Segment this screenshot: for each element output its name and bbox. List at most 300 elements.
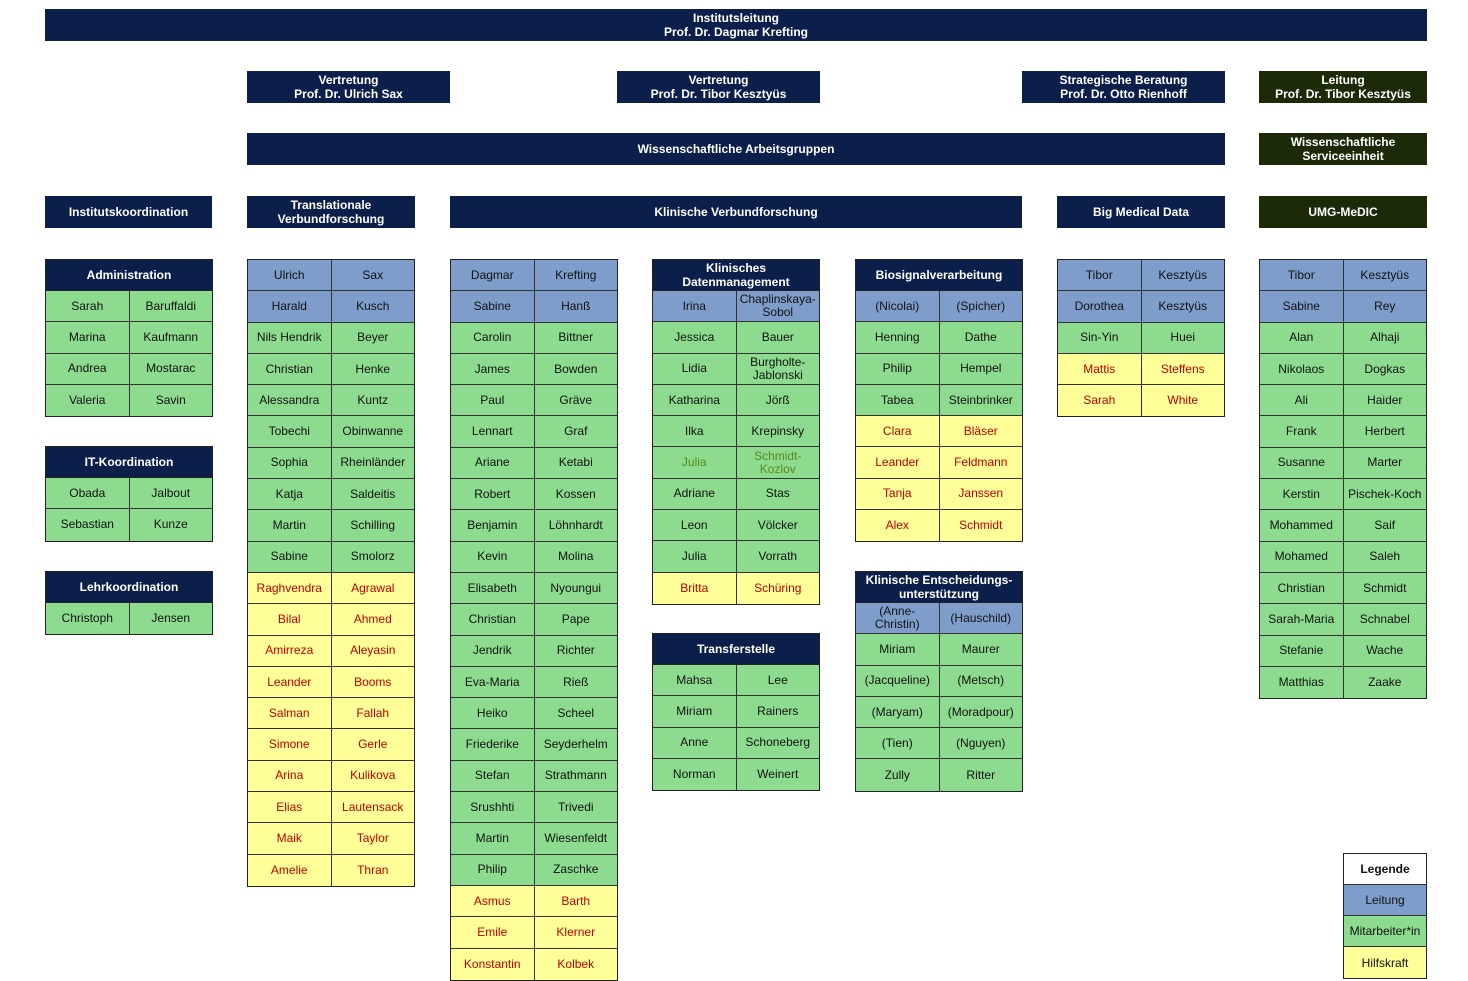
last-name-cell: Huei bbox=[1141, 323, 1225, 353]
last-name-cell: Kusch bbox=[331, 291, 415, 321]
first-name-cell: Jendrik bbox=[451, 636, 534, 666]
last-name-cell: Bittner bbox=[534, 323, 618, 353]
klinische-verbundforschung-team-table bbox=[450, 259, 618, 981]
person-row bbox=[1260, 260, 1426, 291]
first-name-cell: (Anne-Christin) bbox=[856, 603, 939, 633]
last-name-cell: Löhnhardt bbox=[534, 510, 618, 540]
transferstelle-table bbox=[652, 633, 820, 791]
group-title bbox=[856, 572, 1022, 603]
last-name-cell: Fallah bbox=[331, 698, 415, 728]
person-row bbox=[451, 479, 617, 510]
person-row bbox=[856, 322, 1022, 353]
last-name-cell: Booms bbox=[331, 667, 415, 697]
first-name-cell: Carolin bbox=[451, 323, 534, 353]
vertretung-name: Prof. Dr. Tibor Kesztyüs bbox=[650, 87, 787, 101]
person-row bbox=[248, 510, 414, 541]
first-name-cell: Ilka bbox=[653, 416, 736, 446]
institutsleitung-title: Institutsleitung bbox=[693, 11, 779, 25]
last-name-cell: Henke bbox=[331, 354, 415, 384]
first-name-cell: Bilal bbox=[248, 604, 331, 634]
last-name-cell: Kolbek bbox=[534, 949, 618, 980]
last-name-cell: Richter bbox=[534, 636, 618, 666]
wissenschaftliche-arbeitsgruppen-header bbox=[247, 133, 1225, 165]
last-name-cell: Klerner bbox=[534, 917, 618, 947]
first-name-cell: Mohammed bbox=[1260, 510, 1343, 540]
translationale-line1: Translationale bbox=[290, 198, 372, 212]
leitung-box bbox=[1259, 71, 1427, 103]
first-name-cell: Konstantin bbox=[451, 949, 534, 980]
first-name-cell: Miriam bbox=[653, 696, 736, 726]
first-name-cell: Paul bbox=[451, 385, 534, 415]
klinische-verbundforschung-label: Klinische Verbundforschung bbox=[654, 205, 818, 219]
person-row bbox=[1058, 323, 1224, 354]
person-row bbox=[46, 385, 212, 416]
last-name-cell: Wache bbox=[1343, 636, 1427, 666]
first-name-cell: Sarah bbox=[46, 291, 129, 321]
first-name-cell: Martin bbox=[248, 510, 331, 540]
umg-medic-team-table bbox=[1259, 259, 1427, 699]
first-name-cell: (Maryam) bbox=[856, 697, 939, 727]
person-row bbox=[856, 510, 1022, 541]
first-name-cell: Anne bbox=[653, 728, 736, 758]
last-name-cell: Chaplinskaya-Sobol bbox=[736, 291, 820, 321]
first-name-cell: Emile bbox=[451, 917, 534, 947]
group-title-line1: Klinisches bbox=[705, 261, 767, 275]
first-name-cell: Miriam bbox=[856, 634, 939, 664]
person-row bbox=[451, 667, 617, 698]
last-name-cell: (Nguyen) bbox=[939, 728, 1023, 758]
person-row bbox=[46, 354, 212, 385]
leitung-label: Leitung bbox=[1321, 73, 1365, 87]
last-name-cell: Kesztyüs bbox=[1141, 260, 1225, 290]
person-row bbox=[451, 792, 617, 823]
first-name-cell: Dorothea bbox=[1058, 291, 1141, 321]
first-name-cell: Sabine bbox=[1260, 291, 1343, 321]
first-name-cell: Benjamin bbox=[451, 510, 534, 540]
first-name-cell: Robert bbox=[451, 479, 534, 509]
person-row bbox=[1058, 385, 1224, 416]
last-name-cell: Barth bbox=[534, 886, 618, 916]
wissenschaftliche-arbeitsgruppen-label: Wissenschaftliche Arbeitsgruppen bbox=[637, 142, 835, 156]
group-title bbox=[653, 260, 819, 291]
first-name-cell: Mohamed bbox=[1260, 542, 1343, 572]
last-name-cell: Obinwanne bbox=[331, 416, 415, 446]
person-row bbox=[1260, 385, 1426, 416]
last-name-cell: (Hauschild) bbox=[939, 603, 1023, 633]
first-name-cell: (Nicolai) bbox=[856, 291, 939, 321]
person-row bbox=[248, 636, 414, 667]
strategische-beratung-label: Strategische Beratung bbox=[1059, 73, 1188, 87]
last-name-cell: Taylor bbox=[331, 823, 415, 853]
group-title bbox=[653, 634, 819, 665]
last-name-cell: Saldeitis bbox=[331, 479, 415, 509]
first-name-cell: Tibor bbox=[1260, 260, 1343, 290]
first-name-cell: Sin-Yin bbox=[1058, 323, 1141, 353]
person-row bbox=[451, 917, 617, 948]
last-name-cell: Burgholte-Jablonski bbox=[736, 354, 820, 384]
person-row bbox=[653, 665, 819, 696]
first-name-cell: Raghvendra bbox=[248, 573, 331, 603]
first-name-cell: (Tien) bbox=[856, 728, 939, 758]
last-name-cell: Trivedi bbox=[534, 792, 618, 822]
person-row bbox=[653, 385, 819, 416]
last-name-cell: Graf bbox=[534, 416, 618, 446]
last-name-cell: Hempel bbox=[939, 354, 1023, 384]
last-name-cell: Strathmann bbox=[534, 761, 618, 791]
person-row bbox=[856, 385, 1022, 416]
person-row bbox=[248, 604, 414, 635]
first-name-cell: Andrea bbox=[46, 354, 129, 384]
last-name-cell: Bläser bbox=[939, 416, 1023, 446]
person-row bbox=[248, 698, 414, 729]
first-name-cell: Harald bbox=[248, 291, 331, 321]
last-name-cell: Jalbout bbox=[129, 478, 213, 508]
leitung-name: Prof. Dr. Tibor Kesztyüs bbox=[1275, 87, 1411, 101]
person-row bbox=[856, 634, 1022, 665]
last-name-cell: Pischek-Koch bbox=[1343, 479, 1427, 509]
institutsleitung-header bbox=[45, 9, 1427, 41]
first-name-cell: Valeria bbox=[46, 385, 129, 416]
last-name-cell: Völcker bbox=[736, 510, 820, 540]
first-name-cell: Elisabeth bbox=[451, 573, 534, 603]
translationale-verbundforschung-header bbox=[247, 196, 415, 228]
person-row bbox=[856, 447, 1022, 478]
last-name-cell: Schilling bbox=[331, 510, 415, 540]
last-name-cell: Krefting bbox=[534, 260, 618, 290]
strategische-beratung-box bbox=[1022, 71, 1225, 103]
person-row bbox=[653, 573, 819, 604]
first-name-cell: Norman bbox=[653, 759, 736, 790]
first-name-cell: Martin bbox=[451, 823, 534, 853]
person-row bbox=[856, 697, 1022, 728]
person-row bbox=[653, 291, 819, 322]
biosignalverarbeitung-table bbox=[855, 259, 1023, 542]
first-name-cell: Leander bbox=[248, 667, 331, 697]
last-name-cell: Smolorz bbox=[331, 542, 415, 572]
first-name-cell: Leon bbox=[653, 510, 736, 540]
last-name-cell: Schoneberg bbox=[736, 728, 820, 758]
first-name-cell: Julia bbox=[653, 447, 736, 477]
person-row bbox=[653, 759, 819, 790]
first-name-cell: Salman bbox=[248, 698, 331, 728]
last-name-cell: Bowden bbox=[534, 354, 618, 384]
group-title-line1: Administration bbox=[86, 268, 172, 282]
last-name-cell: Pape bbox=[534, 604, 618, 634]
administration-table bbox=[45, 259, 213, 417]
first-name-cell: Kevin bbox=[451, 542, 534, 572]
person-row bbox=[248, 542, 414, 573]
last-name-cell: Krepinsky bbox=[736, 416, 820, 446]
legend-leitung: Leitung bbox=[1344, 885, 1426, 916]
last-name-cell: Aleyasin bbox=[331, 636, 415, 666]
vertretung-sax-box bbox=[247, 71, 450, 103]
person-row bbox=[1260, 448, 1426, 479]
person-row bbox=[248, 479, 414, 510]
last-name-cell: Saif bbox=[1343, 510, 1427, 540]
first-name-cell: Christian bbox=[248, 354, 331, 384]
first-name-cell: Alessandra bbox=[248, 385, 331, 415]
person-row bbox=[248, 667, 414, 698]
last-name-cell: Steinbrinker bbox=[939, 385, 1023, 415]
last-name-cell: Kunze bbox=[129, 509, 213, 540]
first-name-cell: Alex bbox=[856, 510, 939, 541]
person-row bbox=[856, 354, 1022, 385]
last-name-cell: Kossen bbox=[534, 479, 618, 509]
klinische-verbundforschung-header bbox=[450, 196, 1022, 228]
person-row bbox=[1260, 604, 1426, 635]
first-name-cell: Jessica bbox=[653, 322, 736, 352]
first-name-cell: Sabine bbox=[451, 291, 534, 321]
person-row bbox=[856, 291, 1022, 322]
last-name-cell: Jensen bbox=[129, 603, 213, 634]
last-name-cell: Agrawal bbox=[331, 573, 415, 603]
first-name-cell: Clara bbox=[856, 416, 939, 446]
person-row bbox=[46, 291, 212, 322]
last-name-cell: Stas bbox=[736, 479, 820, 509]
last-name-cell: Bauer bbox=[736, 322, 820, 352]
legend bbox=[1343, 853, 1427, 979]
last-name-cell: Savin bbox=[129, 385, 213, 416]
person-row bbox=[653, 479, 819, 510]
person-row bbox=[451, 823, 617, 854]
person-row bbox=[1260, 354, 1426, 385]
last-name-cell: Lee bbox=[736, 665, 820, 695]
person-row bbox=[248, 416, 414, 447]
vertretung-label: Vertretung bbox=[318, 73, 379, 87]
group-title bbox=[46, 572, 212, 603]
person-row bbox=[451, 542, 617, 573]
first-name-cell: Katharina bbox=[653, 385, 736, 415]
last-name-cell: Schmidt-Kozlov bbox=[736, 447, 820, 477]
person-row bbox=[451, 448, 617, 479]
institutskoordination-header bbox=[45, 196, 212, 228]
group-title-line1: IT-Koordination bbox=[84, 455, 174, 469]
last-name-cell: (Moradpour) bbox=[939, 697, 1023, 727]
person-row bbox=[248, 729, 414, 760]
first-name-cell: Heiko bbox=[451, 698, 534, 728]
first-name-cell: Susanne bbox=[1260, 448, 1343, 478]
person-row bbox=[248, 385, 414, 416]
group-title-line2: unterstützung bbox=[899, 587, 979, 601]
last-name-cell: Feldmann bbox=[939, 447, 1023, 477]
it-koordination-table bbox=[45, 446, 213, 542]
first-name-cell: Tobechi bbox=[248, 416, 331, 446]
last-name-cell: Ahmed bbox=[331, 604, 415, 634]
last-name-cell: Zaschke bbox=[534, 855, 618, 885]
first-name-cell: Christoph bbox=[46, 603, 129, 634]
last-name-cell: Kesztyüs bbox=[1141, 291, 1225, 321]
first-name-cell: Tanja bbox=[856, 479, 939, 509]
person-row bbox=[248, 323, 414, 354]
person-row bbox=[1260, 667, 1426, 698]
first-name-cell: Mattis bbox=[1058, 354, 1141, 384]
last-name-cell: Schüring bbox=[736, 573, 820, 604]
person-row bbox=[1260, 542, 1426, 573]
person-row bbox=[1058, 354, 1224, 385]
last-name-cell: Baruffaldi bbox=[129, 291, 213, 321]
person-row bbox=[451, 761, 617, 792]
last-name-cell: Ritter bbox=[939, 759, 1023, 790]
last-name-cell: Schmidt bbox=[939, 510, 1023, 541]
first-name-cell: Amelie bbox=[248, 855, 331, 886]
person-row bbox=[451, 855, 617, 886]
umg-medic-header bbox=[1259, 196, 1427, 228]
last-name-cell: Rainers bbox=[736, 696, 820, 726]
first-name-cell: Marina bbox=[46, 322, 129, 352]
person-row bbox=[451, 698, 617, 729]
first-name-cell: Sabine bbox=[248, 542, 331, 572]
last-name-cell: (Spicher) bbox=[939, 291, 1023, 321]
first-name-cell: Tabea bbox=[856, 385, 939, 415]
first-name-cell: Kerstin bbox=[1260, 479, 1343, 509]
last-name-cell: Dathe bbox=[939, 322, 1023, 352]
big-medical-data-label: Big Medical Data bbox=[1092, 205, 1190, 219]
vertretung-name: Prof. Dr. Ulrich Sax bbox=[294, 87, 403, 101]
person-row bbox=[653, 728, 819, 759]
wissenschaftliche-serviceeinheit-header bbox=[1259, 133, 1427, 165]
person-row bbox=[451, 260, 617, 291]
person-row bbox=[451, 604, 617, 635]
group-title-line1: Transferstelle bbox=[696, 642, 776, 656]
last-name-cell: Dogkas bbox=[1343, 354, 1427, 384]
person-row bbox=[46, 509, 212, 540]
person-row bbox=[856, 416, 1022, 447]
last-name-cell: Ketabi bbox=[534, 448, 618, 478]
legend-hilfskraft: Hilfskraft bbox=[1344, 947, 1426, 978]
person-row bbox=[856, 759, 1022, 790]
last-name-cell: Thran bbox=[331, 855, 415, 886]
first-name-cell: (Jacqueline) bbox=[856, 666, 939, 696]
umg-medic-label: UMG-MeDIC bbox=[1308, 205, 1378, 219]
first-name-cell: James bbox=[451, 354, 534, 384]
first-name-cell: Simone bbox=[248, 729, 331, 759]
vertretung-label: Vertretung bbox=[688, 73, 749, 87]
person-row bbox=[451, 510, 617, 541]
first-name-cell: Ali bbox=[1260, 385, 1343, 415]
last-name-cell: Saleh bbox=[1343, 542, 1427, 572]
last-name-cell: Gräve bbox=[534, 385, 618, 415]
group-title-line2: Datenmanagement bbox=[682, 275, 790, 289]
first-name-cell: Elias bbox=[248, 792, 331, 822]
person-row bbox=[653, 354, 819, 385]
person-row bbox=[1260, 479, 1426, 510]
last-name-cell: Steffens bbox=[1141, 354, 1225, 384]
last-name-cell: Kuntz bbox=[331, 385, 415, 415]
last-name-cell: Gerle bbox=[331, 729, 415, 759]
person-row bbox=[248, 792, 414, 823]
last-name-cell: Janssen bbox=[939, 479, 1023, 509]
first-name-cell: Asmus bbox=[451, 886, 534, 916]
person-row bbox=[248, 354, 414, 385]
first-name-cell: Britta bbox=[653, 573, 736, 604]
last-name-cell: Nyoungui bbox=[534, 573, 618, 603]
person-row bbox=[248, 573, 414, 604]
last-name-cell: Seyderhelm bbox=[534, 729, 618, 759]
person-row bbox=[653, 541, 819, 572]
first-name-cell: Srushhti bbox=[451, 792, 534, 822]
serviceeinheit-line1: Wissenschaftliche bbox=[1290, 135, 1396, 149]
institutsleitung-name: Prof. Dr. Dagmar Krefting bbox=[663, 25, 809, 39]
first-name-cell: Ariane bbox=[451, 448, 534, 478]
legend-title: Legende bbox=[1344, 854, 1426, 885]
person-row bbox=[248, 260, 414, 291]
legend-mitarbeiter: Mitarbeiter*in bbox=[1344, 916, 1426, 947]
first-name-cell: Sarah bbox=[1058, 385, 1141, 416]
translationale-line2: Verbundforschung bbox=[277, 212, 385, 226]
person-row bbox=[248, 823, 414, 854]
person-row bbox=[1260, 510, 1426, 541]
person-row bbox=[856, 479, 1022, 510]
first-name-cell: Mahsa bbox=[653, 665, 736, 695]
person-row bbox=[1058, 291, 1224, 322]
last-name-cell: Kaufmann bbox=[129, 322, 213, 352]
first-name-cell: Stefan bbox=[451, 761, 534, 791]
vertretung-kesztyues-box bbox=[617, 71, 820, 103]
group-title-line1: Biosignalverarbeitung bbox=[875, 268, 1003, 282]
last-name-cell: Haider bbox=[1343, 385, 1427, 415]
person-row bbox=[1260, 573, 1426, 604]
first-name-cell: Lidia bbox=[653, 354, 736, 384]
last-name-cell: White bbox=[1141, 385, 1225, 416]
lehrkoordination-table bbox=[45, 571, 213, 635]
first-name-cell: Sebastian bbox=[46, 509, 129, 540]
first-name-cell: Dagmar bbox=[451, 260, 534, 290]
first-name-cell: Maik bbox=[248, 823, 331, 853]
person-row bbox=[1260, 291, 1426, 322]
last-name-cell: Mostarac bbox=[129, 354, 213, 384]
last-name-cell: Maurer bbox=[939, 634, 1023, 664]
first-name-cell: Arina bbox=[248, 761, 331, 791]
first-name-cell: Irina bbox=[653, 291, 736, 321]
person-row bbox=[451, 573, 617, 604]
first-name-cell: Friederike bbox=[451, 729, 534, 759]
first-name-cell: Philip bbox=[451, 855, 534, 885]
klinisches-datenmanagement-table bbox=[652, 259, 820, 605]
last-name-cell: Beyer bbox=[331, 323, 415, 353]
person-row bbox=[46, 603, 212, 634]
first-name-cell: Adriane bbox=[653, 479, 736, 509]
person-row bbox=[1058, 260, 1224, 291]
first-name-cell: Julia bbox=[653, 541, 736, 571]
person-row bbox=[451, 636, 617, 667]
first-name-cell: Alan bbox=[1260, 323, 1343, 353]
first-name-cell: Sarah-Maria bbox=[1260, 604, 1343, 634]
big-medical-data-team-table bbox=[1057, 259, 1225, 417]
group-title bbox=[46, 447, 212, 478]
person-row bbox=[46, 322, 212, 353]
last-name-cell: Sax bbox=[331, 260, 415, 290]
last-name-cell: Alhaji bbox=[1343, 323, 1427, 353]
person-row bbox=[248, 761, 414, 792]
last-name-cell: Hanß bbox=[534, 291, 618, 321]
first-name-cell: Christian bbox=[451, 604, 534, 634]
last-name-cell: (Metsch) bbox=[939, 666, 1023, 696]
first-name-cell: Nikolaos bbox=[1260, 354, 1343, 384]
institutskoordination-label: Institutskoordination bbox=[68, 205, 189, 219]
first-name-cell: Ulrich bbox=[248, 260, 331, 290]
first-name-cell: Matthias bbox=[1260, 667, 1343, 698]
last-name-cell: Molina bbox=[534, 542, 618, 572]
strategische-beratung-name: Prof. Dr. Otto Rienhoff bbox=[1060, 87, 1187, 101]
person-row bbox=[46, 478, 212, 509]
person-row bbox=[451, 323, 617, 354]
person-row bbox=[451, 385, 617, 416]
last-name-cell: Kulikova bbox=[331, 761, 415, 791]
last-name-cell: Herbert bbox=[1343, 416, 1427, 446]
last-name-cell: Wiesenfeldt bbox=[534, 823, 618, 853]
group-title bbox=[46, 260, 212, 291]
first-name-cell: Stefanie bbox=[1260, 636, 1343, 666]
